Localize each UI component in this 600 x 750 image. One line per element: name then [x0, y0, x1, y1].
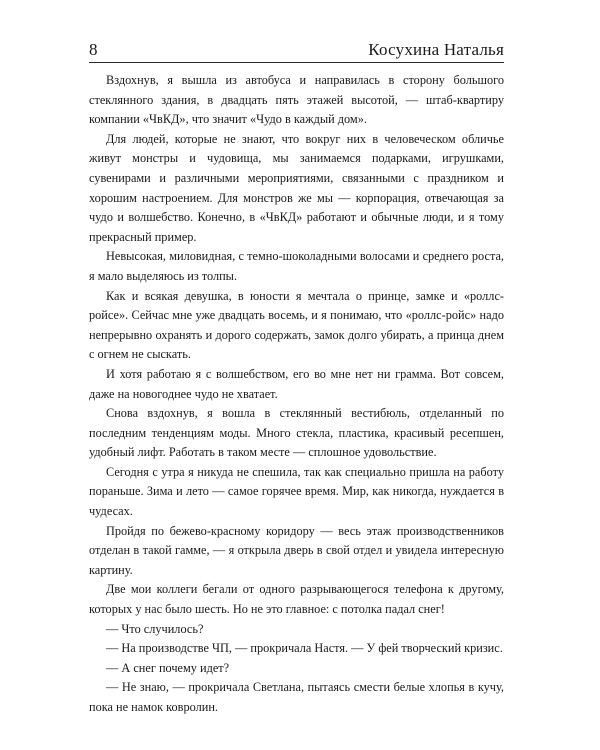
dialogue-line: — А снег почему идет? — [106, 660, 230, 675]
author-name: Косухина Наталья — [368, 40, 504, 59]
body-text — [89, 71, 504, 718]
paragraph: Сегодня с утра я никуда не спешила, так как специально пришла на работу пораньше. Зима и лето — самое горячее время. Мир, как никогда, нуждается в чудесах. — [89, 464, 504, 519]
dialogue-line: — Не знаю, — прокричала Светлана, пытаясь смести белые хлопья в кучу, пока не намок ковролин. — [89, 680, 504, 714]
paragraph: Вздохнув, я вышла из автобуса и направилась в сторону большого стеклянного здания, в двадцать пять этажей высотой, — штаб-квартиру компании «ЧвКД», что значит «Чудо в каждый дом». — [89, 73, 504, 127]
paragraph: Невысокая, миловидная, с темно-шоколадными волосами и среднего роста, я мало выделяюсь из толпы. — [89, 249, 504, 283]
header-rule — [89, 62, 504, 63]
paragraph: Как и всякая девушка, в юности я мечтала о принце, замке и «роллс-ройсе». Сейчас мне уже двадцать восемь, и я понимаю, что «роллс-ройс» надо непрерывно охранять и дорого содержать, замок долго убирать, а принца днем с огнем не сыскать. — [89, 288, 504, 362]
paragraph: Две мои коллеги бегали от одного разрывающегося телефона к другому, которых у нас было шесть. Но не это главное: с потолка падал снег! — [89, 582, 504, 617]
paragraph: Пройдя по бежево-красному коридору — весь этаж производственников отделан в такой гамме, — я открыла дверь в свой отдел и увидела интересную картину. — [89, 523, 504, 577]
page-number: 8 — [89, 40, 98, 59]
running-header — [89, 34, 504, 60]
paragraph: Снова вздохнув, я вошла в стеклянный вестибюль, отделанный по последним тенденциям моды. Много стекла, пластика, красивый ресепшен, удобный лифт. Работать в таком месте — сплошное удовольствие. — [89, 406, 504, 460]
paragraph: И хотя работаю я с волшебством, его во мне нет ни грамма. Вот совсем, даже на новогоднее чудо не хватает. — [89, 366, 504, 401]
paragraph: Для людей, которые не знают, что вокруг них в человеческом обличье живут монстры и чудовища, мы занимаемся подарками, игрушками, сувенирами и различными мероприятиями, связанными с праздником и хорошим настроением. Для монстров же мы — корпорация, отвечающая за чудо и волшебство. Конечно, в «ЧвКД» работают и обычные люди, и я тому прекрасный пример. — [89, 131, 504, 244]
dialogue-line: — На производстве ЧП, — прокричала Настя. — У фей творческий кризис. — [106, 641, 503, 656]
dialogue-line: — Что случилось? — [106, 621, 204, 636]
